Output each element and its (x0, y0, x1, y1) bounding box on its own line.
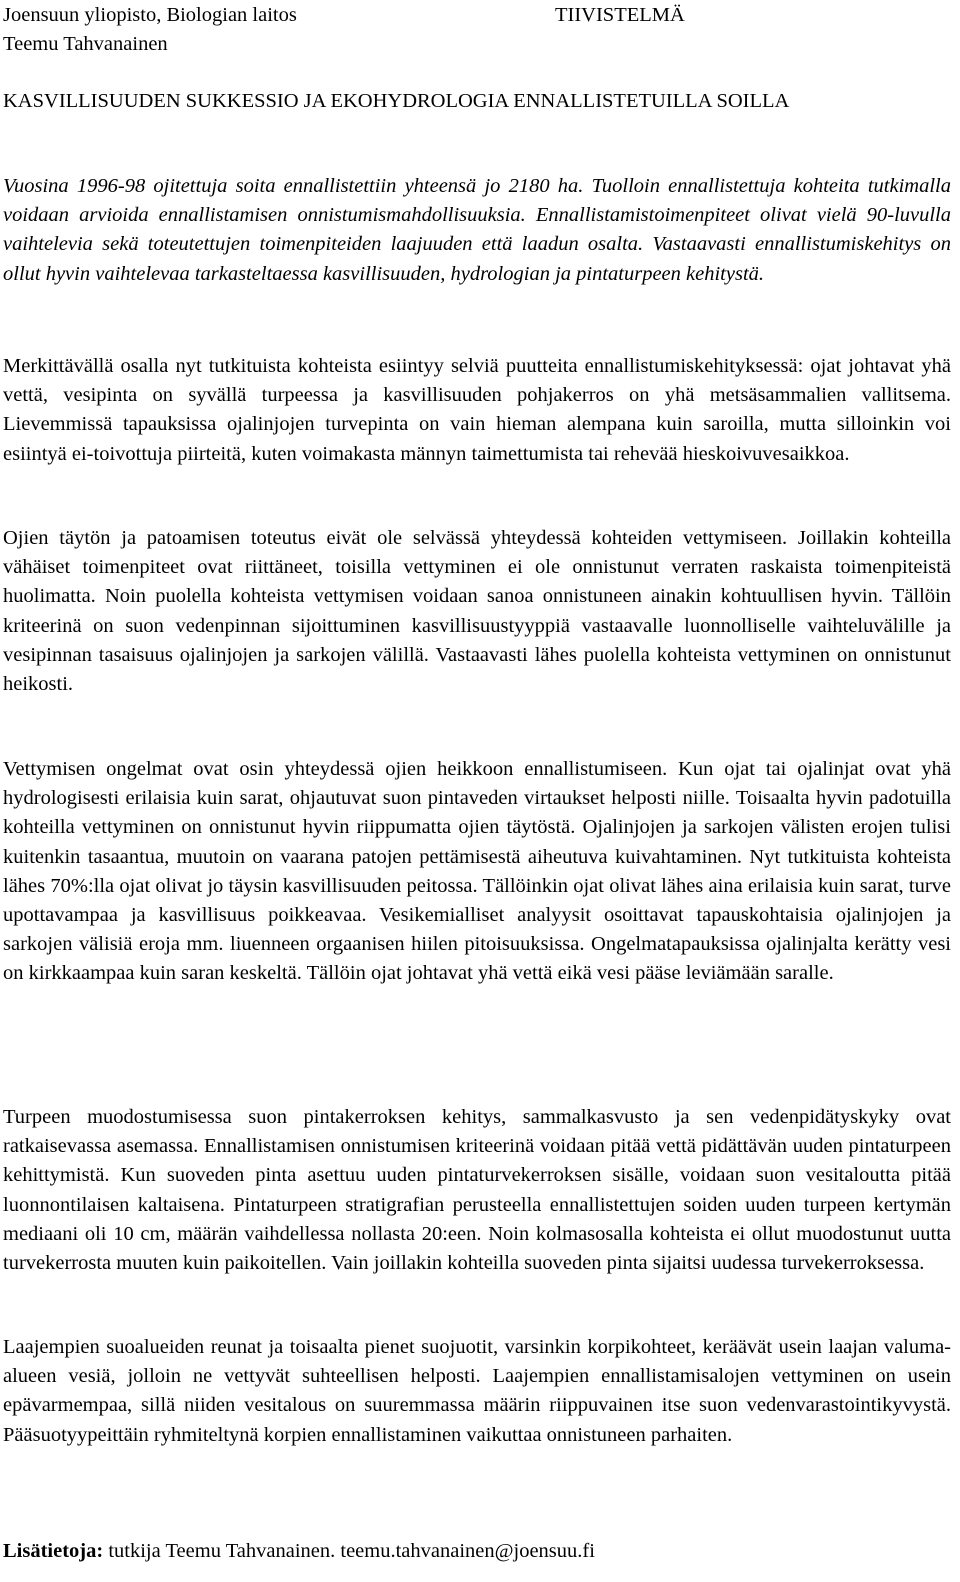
contact-text: tutkija Teemu Tahvanainen. teemu.tahvanainen@joensuu.fi (103, 1540, 595, 1562)
author-name: Teemu Tahvanainen (3, 33, 168, 55)
document-type: TIIVISTELMÄ (555, 4, 685, 26)
body-paragraph-3: Vettymisen ongelmat ovat osin yhteydessä ojien heikkoon ennallistumiseen. Kun ojat tai ojalinjat ovat yhä hydrologisesti erilaisia kuin sarat, ohjautuvat suon pintaveden virtaukset helposti niille. Toisaalta hyvin padotuilla kohteilla vettyminen on onnistunut hyvin riippumatta ojien täytöstä. Ojalinjojen ja sarkojen välisten erojen tulisi kuitenkin tasaantua, muutoin on vaarana patojen pettämisestä aiheutuva kuivahtaminen. Nyt tutkituista kohteista lähes 70%:lla ojat olivat jo täysin kasvillisuuden peitossa. Tällöinkin ojat olivat lähes aina erilaisia kuin sarat, turve upottavampaa ja kasvillisuus poikkeavaa. Vesikemialliset analyysit osoittavat tapauskohtaisia ojalinjojen ja sarkojen välisiä eroja mm. liuenneen orgaanisen hiilen pitoisuuksissa. Ongelmatapauksissa ojalinjalta kerätty vesi on kirkkaampaa kuin saran keskeltä. Tällöin ojat johtavat yhä vettä eikä vesi pääse leviämään saralle. (3, 758, 951, 985)
document-header (3, 1, 943, 59)
institution-name: Joensuun yliopisto, Biologian laitos (3, 4, 297, 26)
body-paragraph-1: Merkittävällä osalla nyt tutkituista kohteista esiintyy selviä puutteita ennallistumiskehityksessä: ojat johtavat yhä vettä, vesipinta on syvällä turpeessa ja kasvillisuuden pohjakerros on yhä metsäsammalien vallitsema. Lievemmissä tapauksissa ojalinjojen turvepinta on vain hieman alempana kuin saroilla, mutta silloinkin voi esiintyä ei-toivottuja piirteitä, kuten voimakasta männyn taimettumista tai rehevää hieskoivuvesaikkoa. (3, 355, 951, 465)
contact-info (3, 1536, 951, 1566)
body-paragraph-5: Laajempien suoalueiden reunat ja toisaalta pienet suojuotit, varsinkin korpikohteet, keräävät usein laajan valuma-alueen vesiä, jolloin ne vettyvät suhteellisen helposti. Laajempien ennallistamisalojen vettyminen on usein epävarmempaa, sillä niiden vesitalous on suuremmassa määrin riippuvainen itse suon vedenvarastointikyvystä. Pääsuotyypeittäin ryhmiteltynä korpien ennallistaminen vaikuttaa onnistuneen parhaiten. (3, 1336, 951, 1446)
body-paragraph-2: Ojien täytön ja patoamisen toteutus eivät ole selvässä yhteydessä kohteiden vettymiseen. Joillakin kohteilla vähäiset toimenpiteet ovat riittäneet, toisilla vettyminen ei ole onnistunut verraten raskaista toimenpiteistä huolimatta. Noin puolella kohteista vettymisen voidaan sanoa onnistuneen ainakin kohtuullisen hyvin. Tällöin kriteerinä on suon vedenpinnan sijoittuminen kasvillisuustyyppiä vastaavalle luonnolliselle vaihteluvälille ja vesipinnan tasaisuus ojalinjojen ja sarkojen välillä. Vastaavasti lähes puolella kohteista vettyminen on onnistunut heikosti. (3, 527, 951, 696)
contact-label: Lisätietoja: (3, 1540, 104, 1562)
abstract-intro: Vuosina 1996-98 ojitettuja soita ennallistettiin yhteensä jo 2180 ha. Tuolloin ennallistettuja kohteita tutkimalla voidaan arvioida ennallistamisen onnistumismahdollisuuksia. Ennallistamistoimenpiteet olivat vielä 90-luvulla vaihtelevia sekä toteutettujen toimenpiteiden laajuuden että laadun osalta. Vastaavasti ennallistumiskehitys on ollut hyvin vaihtelevaa tarkasteltaessa kasvillisuuden, hydrologian ja pintaturpeen kehitystä. (3, 175, 951, 285)
document-title: KASVILLISUUDEN SUKKESSIO JA EKOHYDROLOGIA ENNALLISTETUILLA SOILLA (3, 90, 790, 112)
body-paragraph-4: Turpeen muodostumisessa suon pintakerroksen kehitys, sammalkasvusto ja sen vedenpidätyskyky ovat ratkaisevassa asemassa. Ennallistamisen onnistumisen kriteerinä voidaan pitää vettä pidättävän uuden pintaturpeen kehittymistä. Kun suoveden pinta asettuu uuden pintaturvekerroksen sisälle, voidaan suon vesitaloutta pitää luonnontilaisen kaltaisena. Pintaturpeen stratigrafian perusteella ennallistettujen soiden uuden turpeen kertymän mediaani oli 10 cm, määrän vaihdellessa nollasta 20:een. Noin kolmasosalla kohteista ei ollut muodostunut uutta turvekerrosta muuten kuin paikoitellen. Vain joillakin kohteilla suoveden pinta sijaitsi uudessa turvekerroksessa. (3, 1106, 951, 1275)
